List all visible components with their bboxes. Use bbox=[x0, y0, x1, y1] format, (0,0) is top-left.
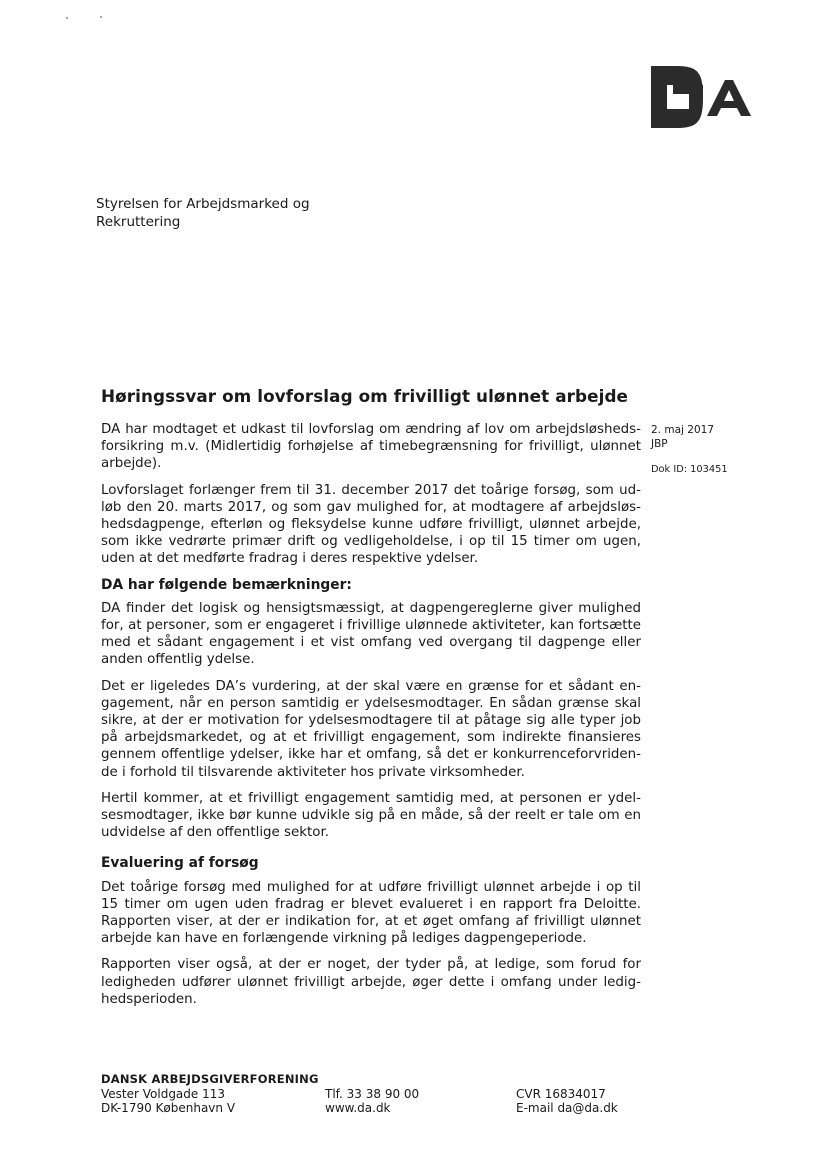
footer-address bbox=[101, 1087, 235, 1116]
section-heading: DA har følgende bemærkninger: bbox=[101, 576, 352, 593]
paragraph: DA har modtaget et udkast til lovforslag om ændring af lov om arbejdsløshedsforsikring m.v. (Midlertidig forhøjelse af timebegrænsning for frivilligt, ulønnet arbejde). bbox=[101, 422, 641, 472]
paragraph: Det toårige forsøg med mulighed for at udføre frivilligt ulønnet arbejde i op til 15 timer om ugen uden fradrag er blevet evalueret i en rapport fra Deloitte. Rapporten viser, at der er indikation for, at et øget omfang af frivilligt ulønnet arbejde kan have en forlængende virkning på lediges dagpengeperiode. bbox=[101, 879, 641, 947]
paragraph: DA finder det logisk og hensigtsmæssigt, at dagpengereglerne giver mulighed for, at personer, som er engageret i frivillige ulønnede aktiviteter, kan fortsætte med et sådant engagement i et vist omfang ved overgang til dagpenge eller anden offentlig ydelse. bbox=[101, 600, 641, 668]
email-address: E-mail da@da.dk bbox=[516, 1101, 618, 1115]
recipient-line: Styrelsen for Arbejdsmarked og bbox=[96, 196, 310, 212]
paragraph: Lovforslaget forlænger frem til 31. december 2017 det toårige forsøg, som udløb den 20. marts 2017, og som gav mulighed for, at modtagere af arbejdsløshedsdagpenge, efterløn og fleksydelse kunne udføre frivilligt, ulønnet arbejde, som ikke vedrørte primær drift og vedligeholdelse, i op til 15 timer om ugen, uden at det medførte fradrag i deres respektive ydelser. bbox=[101, 482, 641, 567]
scan-speck bbox=[66, 17, 68, 19]
footer-registration bbox=[516, 1087, 618, 1116]
letter-title: Høringssvar om lovforslag om frivilligt ulønnet arbejde bbox=[101, 386, 629, 406]
letter-footer bbox=[101, 1072, 741, 1115]
paragraph: Rapporten viser også, at der er noget, der tyder på, at ledige, som forud for ledigheden udfører ulønnet frivilligt arbejde, øger dette i omfang under ledighedsperioden. bbox=[101, 957, 641, 1007]
da-logo-icon bbox=[651, 66, 759, 128]
letter-date: 2. maj 2017 bbox=[651, 424, 714, 436]
address-line: Vester Voldgade 113 bbox=[101, 1086, 226, 1101]
address-line: DK-1790 København V bbox=[101, 1101, 236, 1115]
cvr-number: CVR 16834017 bbox=[516, 1086, 606, 1101]
recipient-line: Rekruttering bbox=[96, 214, 181, 230]
phone-number: Tlf. 33 38 90 00 bbox=[325, 1086, 420, 1101]
section-heading: Evaluering af forsøg bbox=[101, 855, 259, 872]
author-initials: JBP bbox=[651, 438, 668, 450]
paragraph: Hertil kommer, at et frivilligt engagement samtidig med, at personen er ydelsesmodtager, ikke bør kunne udvikle sig på en måde, så der reelt er tale om en udvidelse af den offentlige sektor. bbox=[101, 790, 641, 841]
document-id: Dok ID: 103451 bbox=[651, 464, 728, 475]
organization-name: DANSK ARBEJDSGIVERFORENING bbox=[101, 1072, 319, 1086]
paragraph: Det er ligeledes DA’s vurdering, at der skal være en grænse for et sådant engagement, når en person samtidig er ydelsesmodtager. En sådan grænse skal sikre, at der er motivation for ydelsesmodtagere til at påtage sig alle typer job på arbejdsmarkedet, og at et frivilligt engagement, som indirekte finansieres gennem offentlige ydelser, ikke har et omfang, så det er konkurrenceforvridende i forhold til tilsvarende aktiviteter hos private virksomheder. bbox=[101, 678, 641, 780]
recipient-address bbox=[96, 195, 310, 231]
letter-body bbox=[101, 421, 641, 1017]
footer-contact bbox=[325, 1087, 419, 1116]
scan-speck bbox=[100, 16, 102, 18]
side-info bbox=[651, 423, 728, 477]
website: www.da.dk bbox=[325, 1101, 391, 1115]
